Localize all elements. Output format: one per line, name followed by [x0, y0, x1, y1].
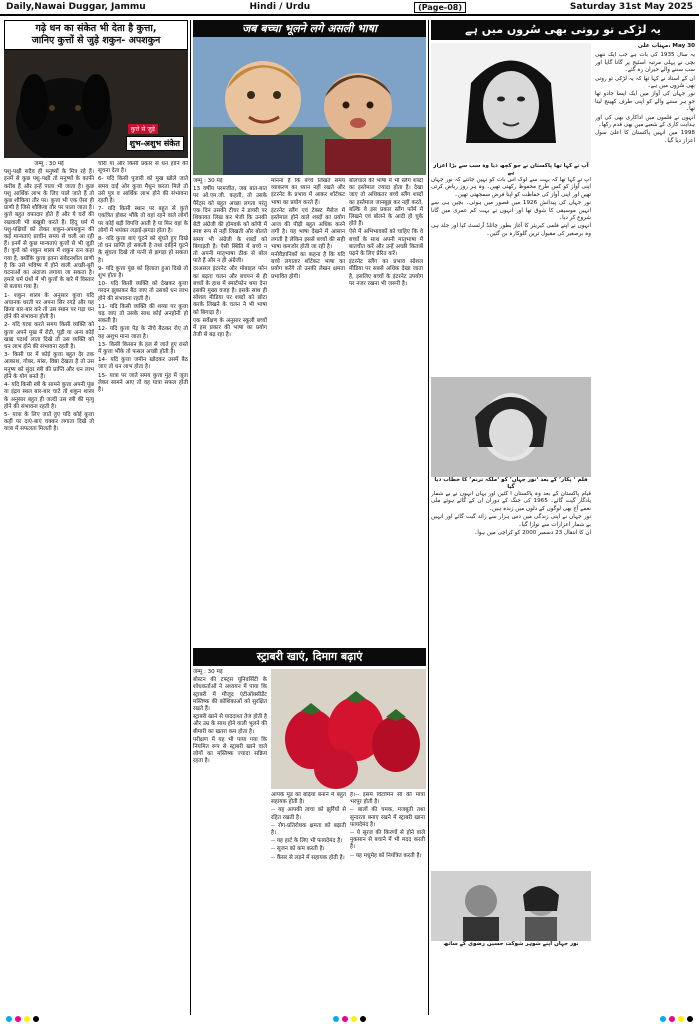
- caption-3: نور جہاں اپنے شوہر شوکت حسین رضوی کے ساتھ: [443, 941, 579, 947]
- column-rule: [190, 20, 191, 1015]
- article-language: [193, 20, 426, 645]
- page-number: (Page-08): [414, 2, 466, 13]
- article-dog: [4, 20, 188, 1010]
- noor-jahan-portrait-1: [431, 43, 591, 163]
- strawberry-text-col-2: [271, 792, 346, 1002]
- language-text-col-1: [193, 178, 267, 638]
- paragraph: इंटरनेट स्लैंग का प्रभाव सोशल मीडिया पर सबसे अधिक देखा जाता है, इसलिए बच्चों के इंटरनेट उपयोग पर नजर रखना भी जरूरी है।: [349, 259, 423, 287]
- paragraph: -- रोग-प्रतिरोधक क्षमता को बढ़ाती है।: [271, 822, 346, 837]
- paragraph: 10- यदि किसी व्यक्ति को देखकर कुत्ता गरदन झुकाकर बैठ जाए तो उसको धन लाभ होने की संभावना रहती है।: [98, 281, 188, 302]
- paragraph: 15- यात्रा पर जाते समय कुत्ता मुंह में जूता लेकर सामने आए तो वह यात्रा सफल होती है।: [98, 372, 188, 394]
- dog-text-col-2: [98, 161, 188, 1010]
- dog-image: [4, 50, 188, 158]
- paragraph: 7- यदि किसी स्थान पर बहुत से कुत्ते एकत्रित होकर भौंकें तो वहां रहने वाले लोगों पर कोई बड़ी विपत्ति आती है या फिर वहां के लोगों में भयंकर लड़ाई-झगड़ा होता है।: [98, 206, 188, 234]
- paragraph: 6- यदि किसी पुजारी को मुख खोले जाते समय दाईं ओर कुत्ता मैथुन करता मिले तो उसे पुत्र व आर्थिक लाभ होने की संभावना रहती है।: [98, 176, 188, 205]
- paragraph: पशु-पक्षी सदैव ही मनुष्यों के मित्र रहे हैं। इनमें से कुछ पशु-पक्षी तो मनुष्यों के काफी करीब हैं और इन्हें पाला भी जाता है। कुछ पशु आर्थिक लाभ के लिए पाले जाते हैं तो कुछ शौकिया तौर पर। कुत्ता भी एक ऐसा ही प्राणी है जिसे शौकिया तौर पर पाला जाता है। कुत्ते बहुत वफादार होते हैं और ये घरों की रखवाली भी बखूबी करते हैं। हिंदू धर्म में पशु-पक्षियों को लेकर शकुन-अपशकुन की कई मान्यताएं प्राचीन समय से चली आ रही हैं। इनमें से कुछ मान्यताएं कुत्तों से भी जुड़ी हैं। कुत्ते को शकुन शास्त्र में शकुन रत्न कहा गया है, क्योंकि कुत्ता इतना संवेदनशील प्राणी है कि उसे भविष्य में होने वाली अच्छी-बुरी घटनाओं का अंदाजा लगाया जा सकता है। हमारे धर्म ग्रंथों में भी कुत्तों के बारे में विस्तार से बताया गया है।: [4, 169, 94, 291]
- paragraph: एक सर्वेक्षण के अनुसार स्कूली बच्चों में इस प्रकार की भाषा का प्रयोग तेजी से बढ़ रहा है।: [193, 317, 267, 339]
- paragraph: चोरी या और किसी प्रकार से धन हानि की सूचना देता है।: [98, 161, 188, 175]
- paragraph: 12- यदि कुत्ता पेड़ के नीचे बैठकर रोए तो यह अशुभ माना जाता है।: [98, 326, 188, 340]
- color-dots-left: [6, 1016, 39, 1022]
- urdu-byline: 30 May ،مہتاب علی: [637, 43, 695, 49]
- urdu-text-col-left-top: [431, 177, 591, 377]
- paragraph: दरअसल इंटरनेट और मोबाइल फोन का बढ़ता चलन और बचपन से ही बच्चों के हाथ में स्मार्टफोन थमा देना इसकी मुख्य वजह है। इसके साथ ही सोशल मीडिया पर शब्दों को छोटा करके लिखने के चलन ने भी भाषा को बिगाड़ा है।: [193, 266, 267, 316]
- dateline: जम्मू : 30 मई: [34, 161, 64, 167]
- paragraph: आपके मूड को बढ़िया बनाने में बहुत सहायक होती है।: [271, 792, 346, 806]
- language-text-col-2: [271, 178, 345, 638]
- couple-illustration: [431, 871, 591, 941]
- strawberry-photo: [271, 669, 426, 789]
- paragraph: बोलचाल की भाषा में भी स्लैंग शब्दों का इस्तेमाल ज्यादा होता है। देखा जाए तो अधिकतर बच्चे स्लैंग शब्दों का इस्तेमाल जानबूझ कर नहीं करते, बल्कि वे इस प्रकार स्लैंग फॉर्म में लिखने एवं बोलने के आदी हो चुके होते हैं।: [349, 178, 423, 228]
- paragraph: 9- यदि कुत्ता पूंछ को हिलाता हुआ दिखे तो शुभ होता है।: [98, 265, 188, 280]
- paragraph: 14- यदि कुत्ता जमीन खोदकर उसमें बैठ जाए तो धन लाभ होता है।: [98, 357, 188, 371]
- paragraph: 5- यात्रा के लिए जाते हुए यदि कोई कुत्ता कहीं पर दाएं-बाएं चक्कर लगाता दिखे तो यात्रा में सफलता मिलती है।: [4, 411, 94, 433]
- dog-image-tag-1: कुत्ते से जुड़े: [128, 124, 158, 134]
- paragraph: स्ट्राबरी खाने से याददाश्त तेज होती है और उम्र के साथ होने वाली भूलने की बीमारी का खतरा कम होता है।: [193, 714, 267, 735]
- language-text-col-3: [349, 178, 423, 638]
- paragraph: है।-- इसमें विटामिन सी की मात्रा भरपूर होती है।: [350, 792, 425, 806]
- paragraph: ऐसे में अभिभावकों को चाहिए कि वे बच्चों के साथ अपनी मातृभाषा में बातचीत करें और उन्हें अच्छी किताबें पढ़ने के लिए प्रेरित करें।: [349, 229, 423, 258]
- paragraph: 4- यदि किसी स्त्री के सामने कुत्ता अपनी पूंछ या इंद्रय स्थल बार-बार चाटे तो शकुन शास्त्र के अनुसार बहुत ही जल्दी उस स्त्री की मृत्यु होने की संभावना रहती है।: [4, 382, 94, 410]
- urdu-headline: یہ لڑکی تو روتی بھی سُروں میں ہے: [431, 20, 695, 40]
- caption-2: فلم ‘ پکار’ کے بعد ‘نور جہاں’ کو ‘ملکہ ترنم’ کا خطاب دیا گیا: [434, 477, 588, 490]
- children-illustration: [193, 37, 426, 175]
- paragraph: -- यह हार्ट के लिए भी फायदेमंद है।: [271, 838, 343, 845]
- paragraph: ان کے استاد نے کہا تھا کہ یہ لڑکی تو روتی بھی سُروں میں ہے۔: [595, 75, 695, 90]
- paragraph: 1998 میں انہیں پاکستان کا اعلیٰ سول اعزاز دیا گیا۔: [595, 130, 695, 144]
- paragraph: انہوں نے فلموں میں اداکاری بھی کی اور ہدایت کاری کے شعبے میں بھی قدم رکھا۔: [595, 114, 695, 129]
- paragraph: मानना है कि बच्चे लिखते समय व्याकरण का ध्यान नहीं रखते और इंटरनेट के प्रभाव में आकर शॉर्टकट भाषा का प्रयोग करते हैं।: [271, 178, 345, 206]
- paragraph: -- यह आपकी त्वचा को झुर्रियों से रहित रखती है।: [271, 807, 346, 821]
- paragraph: 13 वर्षीय परमजीत, जब बात-बात पर ओ.एम.जी. कहती, तो उसके पैरेंट्स को बहुत अच्छा लगता परंतु एक दिन उसकी टीचर ने डायरी पर शिकायत लिख कर भेजी कि उनकी बेटी अंग्रेजी की होमवर्क को कॉपी में स्पष्ट रूप से नहीं लिखती और बोलते समय भी अंग्रेजी के शब्दों को बिगाड़ती है। ऐसी स्थिति में बच्चे न तो अपनी मातृभाषा ठीक से बोल पाते हैं और न ही अंग्रेजी।: [193, 186, 267, 265]
- masthead-center: Hindi / Urdu: [249, 2, 311, 12]
- couple-photo: [431, 871, 591, 941]
- dateline: जम्मू : 30 मई: [193, 669, 223, 675]
- paragraph: 2- यदि यात्रा करते समय किसी व्यक्ति को कुत्ता अपने मुख में रोटी, पूड़ी या अन्य कोई खाद्य पदार्थ लाता दिखे तो उस व्यक्ति को धन लाभ होने की संभावना रहती है।: [4, 322, 94, 351]
- masthead-left: Daily,Nawai Duggar, Jammu: [6, 2, 146, 12]
- paragraph: انہوں نے اپنے فلمی کیریئر کا آغاز بطور چائلڈ آرٹسٹ کیا اور جلد ہی وہ برصغیر کی مقبول ترین گلوکارہ بن گئیں۔: [431, 223, 591, 237]
- masthead-date: Saturday 31st May 2025: [569, 2, 693, 12]
- paragraph: 3- किसी घर में कोई कुत्ता बहुत देर तक आकाश, गोबर, मांस, विष्ठा देखता है तो उस मनुष्य को सुंदर स्त्री की प्राप्ति और धन लाभ होने के योग बनते हैं।: [4, 352, 94, 380]
- dog-headline-box: [4, 20, 188, 50]
- strawberry-illustration: [271, 669, 426, 789]
- dateline: जम्मू : 30 मई: [193, 178, 223, 184]
- paragraph: 13- किसी किसान के हल से जाते हुए रास्ते में कुत्ता भौंके तो फसल अच्छी होती है।: [98, 341, 188, 356]
- dog-headline-1: गढ़े धन का संकेत भी देता है कुत्ता,: [35, 23, 157, 34]
- paragraph: آپ نے کہا تھا کہ بہت سے لوگ اس بات کو نہیں جانتے کہ نور جہاں اپنی آواز کو کس طرح محفوظ رکھتی تھیں۔ وہ ہر روز ریاض کرتی تھیں اور اپنی آواز کی حفاظت کو اپنا فرض سمجھتی تھیں۔: [431, 177, 591, 198]
- paragraph: बोस्टन की टफ्ट्स यूनिवर्सिटी के शोधकर्ताओं ने अध्ययन में पाया कि स्ट्राबरी में मौजूद एंटीऑक्सीडेंट मस्तिष्क की कोशिकाओं को सुरक्षित रखते हैं।: [193, 677, 267, 713]
- language-headline: जब बच्चा भूलने लगे असली भाषा: [193, 20, 426, 37]
- dog-image-tag-2: शुभ-अशुभ संकेत: [126, 136, 184, 151]
- paragraph: 1- शकुन शास्त्र के अनुसार कुत्ता यदि अचानक धरती पर अपना सिर रगड़े और यह क्रिया बार-बार करे तो उस स्थान पर गड़ा धन होने की संभावना होती है।: [4, 292, 94, 321]
- strawberry-text-col-1: [193, 669, 267, 1004]
- paragraph: मनोवैज्ञानिकों का कहना है कि यदि बच्चे लगातार शॉर्टकट भाषा का प्रयोग करेंगे तो उनकी लेखन क्षमता प्रभावित होगी।: [271, 252, 345, 280]
- urdu-text-col-left-bottom: [431, 491, 591, 871]
- paragraph: قیام پاکستان کے بعد وہ پاکستان آ گئیں اور یہاں انہوں نے بے شمار یادگار گیت گائے۔ 1965 کی جنگ کے دوران ان کے گائے ہوئے ملی نغمے آج بھی لوگوں کے دلوں میں زندہ ہیں۔: [431, 491, 591, 512]
- urdu-text-col-right: [595, 52, 695, 992]
- paragraph: -- कैंसर से लड़ने में सहायक होती है।: [271, 854, 345, 861]
- color-dots-right: [660, 1016, 693, 1022]
- paragraph: ان کا انتقال 23 دسمبر 2000 کو کراچی میں ہوا۔: [474, 530, 591, 537]
- children-photo: [193, 37, 426, 175]
- article-strawberry: [193, 648, 426, 1010]
- color-dots-center: [333, 1016, 366, 1022]
- paragraph: -- यह मधुमेह को नियंत्रित करती है।: [350, 852, 422, 859]
- paragraph: -- बालों की चमक, मजबूती तथा सुन्दरता बनाए रखने में स्ट्राबरी खाना फायदेमंद है।: [350, 807, 425, 828]
- paragraph: परीक्षण में यह भी पाया गया कि नियमित रूप से स्ट्राबरी खाने वाले लोगों का मस्तिष्क ज्यादा सक्रिय रहता है।: [193, 736, 267, 765]
- paragraph: نور جہاں کی پیدائش 1926 میں قصور میں ہوئی۔ بچپن ہی سے انہیں موسیقی کا شوق تھا اور انہوں نے بہت کم عمری میں گانا شروع کر دیا۔: [431, 200, 591, 222]
- portrait-illustration: [431, 377, 591, 477]
- paragraph: -- ये सूरज की किरणों से होने वाले नुकसान से बचाने में भी मदद करती है।: [350, 830, 425, 851]
- registration-marks: [0, 1014, 699, 1024]
- portrait-illustration: [431, 43, 591, 163]
- masthead: [0, 0, 699, 16]
- column-rule: [428, 20, 429, 1015]
- strawberry-headline: स्ट्राबरी खाएं, दिमाग बढ़ाएं: [193, 648, 426, 666]
- paragraph: इंटरनेट स्लैंग एवं टेक्स्ट मैसेज में इस्तेमाल होने वाले शब्दों का प्रयोग आज की पीढ़ी बहुत अधिक करने लगी है। यह भाषा देखने में आसान लगती है लेकिन इससे बच्चों की सही भाषा कमजोर होती जा रही है।: [271, 207, 345, 250]
- dog-headline-2: जानिए कुत्तों से जुड़े शकुन- अपशकुन: [31, 35, 161, 46]
- paragraph: -- सूजन को कम करती है।: [271, 846, 325, 853]
- noor-jahan-portrait-2: [431, 377, 591, 477]
- paragraph: نور جہاں کی آواز میں ایک ایسا جادو تھا جو ہر سننے والے کو اپنی طرف کھینچ لیتا تھا۔: [595, 91, 695, 113]
- strawberry-text-col-3: [350, 792, 425, 1002]
- paragraph: 11- यदि किसी व्यक्ति की शय्या पर कुत्ता चढ़ जाए तो उसके साथ कोई अनहोनी हो सकती है।: [98, 303, 188, 325]
- paragraph: نور جہاں نے اپنی زندگی میں دس ہزار سے زائد گیت گائے اور انہیں بے شمار اعزازات سے نوازا گیا۔: [431, 514, 591, 528]
- caption-1: آپ نے کہا تھا پاکستان نے جو کچھ دیا وہ سب سے بڑا اعزاز ہے: [433, 163, 589, 176]
- article-urdu: [431, 20, 695, 1010]
- paragraph: یہ سال 1935 کی بات ہے جب ایک ننھی بچی نے پہلی مرتبہ اسٹیج پر گانا گایا اور سب سننے والے حیران رہ گئے۔: [595, 52, 695, 74]
- dog-text-col-1: [4, 161, 94, 1010]
- paragraph: 8- यदि कुत्ता बाएं घुटने को सूंघते हुए दिखे तो धन प्राप्ति हो सकती है तथा दाहिने घुटने के सूंघता दिखे तो पत्नी से झगड़ा हो सकता है।: [98, 236, 188, 264]
